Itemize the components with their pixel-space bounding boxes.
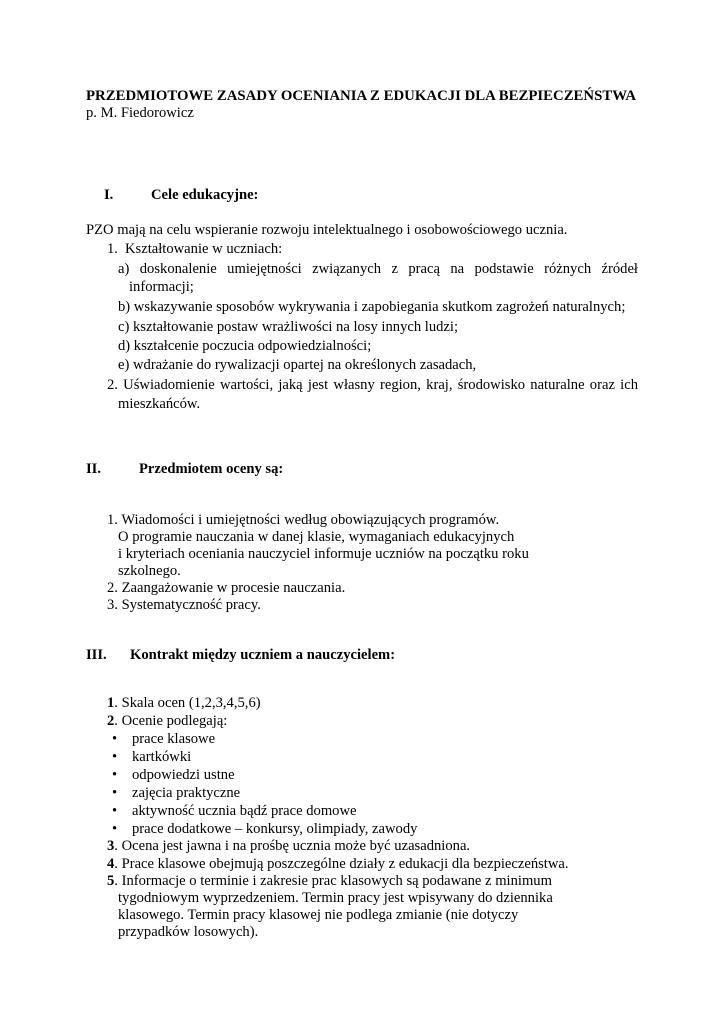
section-1-sub-a-line-1: a) doskonalenie umiejętności związanych z pracą na podstawie różnych źródeł: [118, 261, 638, 277]
bullet-icon: •: [112, 749, 118, 765]
section-2-number: II.: [86, 461, 102, 477]
section-2-item-3: 3. Systematyczność pracy.: [107, 597, 261, 613]
section-1-item-2-line-2: mieszkańców.: [118, 396, 201, 412]
section-3-point-1: [107, 694, 261, 712]
bullet-item-zajecia-praktyczne: zajęcia praktyczne: [132, 785, 241, 801]
bullet-icon: •: [112, 731, 118, 747]
section-3-point-1-number: 1: [107, 695, 115, 711]
section-1-item-2-line-1: 2. Uświadomienie wartości, jaką jest własny region, kraj, środowisko naturalne oraz ich: [107, 377, 638, 393]
section-2-item-1: 1. Wiadomości i umiejętności według obowiązujących programów.: [107, 512, 500, 528]
section-1-sub-a-line-2: informacji;: [129, 279, 194, 295]
section-3-point-4-text: . Prace klasowe obejmują poszczególne działy z edukacji dla bezpieczeństwa.: [114, 856, 569, 872]
section-3-point-3: [107, 837, 470, 855]
section-3-point-2-text: . Ocenie podlegają:: [114, 713, 228, 729]
bullet-item-prace-klasowe: prace klasowe: [132, 731, 216, 747]
bullet-icon: •: [112, 785, 118, 801]
section-1-intro: PZO mają na celu wspieranie rozwoju intelektualnego i osobowościowego ucznia.: [86, 222, 568, 238]
section-3-point-3-number: 3: [107, 838, 115, 854]
section-3-point-4: [107, 855, 569, 873]
section-2-item-1-cont-3: szkolnego.: [118, 563, 181, 579]
bullet-icon: •: [112, 821, 118, 837]
section-2-item-1-cont-1: O programie nauczania w danej klasie, wymaganiach edukacyjnych: [118, 529, 515, 545]
section-3-point-5-number: 5: [107, 873, 115, 889]
section-1-item-1-label: 1.: [107, 241, 118, 257]
document-title: PRZEDMIOTOWE ZASADY OCENIANIA Z EDUKACJI DLA BEZPIECZEŃSTWA: [86, 88, 637, 104]
bullet-item-aktywnosc: aktywność ucznia bądź prace domowe: [132, 803, 357, 819]
section-3-point-4-number: 4: [107, 856, 115, 872]
section-3-point-2-number: 2: [107, 713, 115, 729]
section-3-point-2: [107, 712, 227, 730]
section-2-item-1-cont-2: i kryteriach oceniania nauczyciel informuje uczniów na początku roku: [118, 546, 529, 562]
section-3-point-3-text: . Ocena jest jawna i na prośbę ucznia może być uzasadniona.: [114, 838, 471, 854]
section-1-number: I.: [104, 187, 114, 203]
section-1-sub-e: e) wdrażanie do rywalizacji opartej na określonych zasadach,: [118, 357, 477, 373]
section-3-point-5: [107, 872, 552, 890]
bullet-item-odpowiedzi-ustne: odpowiedzi ustne: [132, 767, 235, 783]
section-3-point-5-cont-3: przypadków losowych).: [118, 924, 259, 940]
bullet-item-kartkowki: kartkówki: [132, 749, 192, 765]
section-1-sub-d: d) kształcenie poczucia odpowiedzialności;: [118, 338, 372, 354]
section-2-item-2: 2. Zaangażowanie w procesie nauczania.: [107, 580, 346, 596]
document-author: p. M. Fiedorowicz: [86, 105, 194, 121]
bullet-icon: •: [112, 767, 118, 783]
section-3-point-5-cont-2: klasowego. Termin pracy klasowej nie podlega zmianie (nie dotyczy: [118, 907, 519, 923]
section-1-sub-b: b) wskazywanie sposobów wykrywania i zapobiegania skutkom zagrożeń naturalnych;: [118, 299, 626, 315]
section-3-point-1-text: . Skala ocen (1,2,3,4,5,6): [114, 695, 261, 711]
bullet-icon: •: [112, 803, 118, 819]
section-3-heading: Kontrakt między uczniem a nauczycielem:: [130, 647, 396, 663]
section-3-point-5-cont-1: tygodniowym wyprzedzeniem. Termin pracy jest wpisywany do dziennika: [118, 890, 553, 906]
section-1-item-1-text: Kształtowanie w uczniach:: [125, 241, 283, 257]
section-1-sub-c: c) kształtowanie postaw wrażliwości na losy innych ludzi;: [118, 319, 459, 335]
section-1-heading: Cele edukacyjne:: [151, 187, 259, 203]
section-3-point-5-text: . Informacje o terminie i zakresie prac klasowych są podawane z minimum: [114, 873, 552, 889]
section-2-heading: Przedmiotem oceny są:: [139, 461, 284, 477]
section-3-number: III.: [86, 647, 107, 663]
bullet-item-prace-dodatkowe: prace dodatkowe – konkursy, olimpiady, zawody: [132, 821, 418, 837]
